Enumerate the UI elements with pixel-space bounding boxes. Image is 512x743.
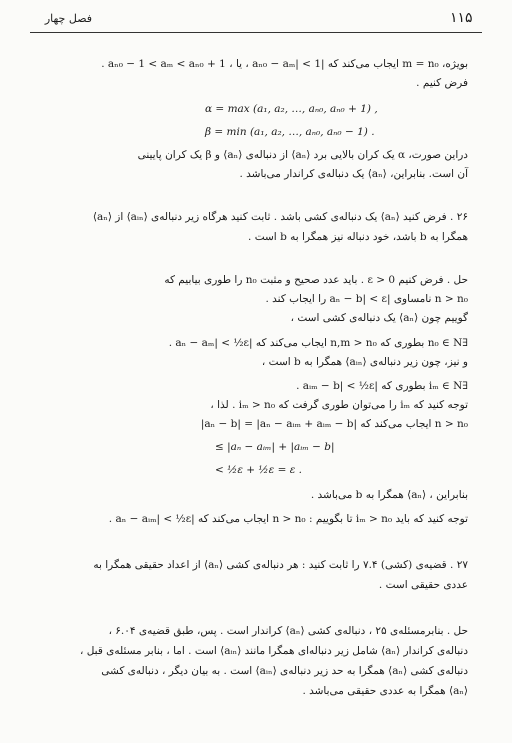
text-line-l19: بنابراین ، ⟨aₙ⟩ همگرا به b می‌باشد . xyxy=(310,489,468,501)
text-line-l23: حل . بنابرمسئله‌ی ۲۵ ، دنباله‌ی کشی ⟨aₙ⟩ کراندار است . پس، طبق قضیه‌ی ۶.۰۴ ، xyxy=(108,625,468,637)
text-line-l10: n > n₀ نامساوی |aₙ − b| < ε را ایجاب کند . xyxy=(265,293,468,305)
text-line-l8: همگرا به b باشد، خود دنباله نیز همگرا به b است . xyxy=(248,231,468,243)
header-rule xyxy=(30,32,482,33)
text-line-l11: گوییم چون ⟨aₙ⟩ یک دنباله‌ی کشی است ، xyxy=(290,312,468,324)
text-line-l1: بویژه، m = n₀ ایجاب می‌کند که |aₙ₀ − aₘ| < 1 ، یا ، aₙ₀ − 1 < aₘ < aₙ₀ + 1 . xyxy=(101,58,468,70)
text-line-l17: ≤ |aₙ − aᵢₘ| + |aᵢₘ − b| xyxy=(215,441,335,453)
text-line-l4: β = min (a₁, a₂, …, aₙ₀, aₙ₀ − 1) . xyxy=(205,126,375,138)
text-line-l20: توجه کنید که باید iₘ > n₀ تا بگوییم : n > n₀ ایجاب می‌کند که |aₙ − aᵢₘ| < ½ε . xyxy=(108,513,468,525)
chapter-title: فصل چهار xyxy=(44,12,92,25)
text-line-l12: ∃n₀ ∈ N بطوری که n,m > n₀ ایجاب می‌کند که |aₙ − aₘ| < ½ε . xyxy=(168,337,468,349)
text-line-l16: n > n₀ ایجاب می‌کند که |aₙ − b| = |aₙ − aᵢₘ + aᵢₘ − b| xyxy=(200,418,468,430)
text-line-l3: α = max (a₁, a₂, …, aₙ₀, aₙ₀ + 1) , xyxy=(205,103,378,115)
text-line-l14: ∃iₘ ∈ N بطوری که |aᵢₘ − b| < ½ε . xyxy=(296,380,468,392)
text-line-l18: < ½ε + ½ε = ε . xyxy=(215,464,303,476)
text-line-l24: دنباله‌ی کراندار ⟨aₙ⟩ شامل زیر دنباله‌ای همگرا مانند ⟨aᵢₙ⟩ است . اما ، بنابر مسئله‌ی قبل ، xyxy=(79,645,468,657)
text-line-l15: توجه کنید که iₘ را می‌توان طوری گرفت که iₘ > n₀ . لذا ، xyxy=(210,399,468,411)
text-line-l26: ⟨aₙ⟩ همگرا به عددی حقیقی می‌باشد . xyxy=(302,685,468,697)
text-line-l2: فرض کنیم . xyxy=(416,77,468,89)
text-line-l7: ۲۶ . فرض کنید ⟨aₙ⟩ یک دنباله‌ی کشی باشد . ثابت کنید هرگاه زیر دنباله‌ی ⟨aᵢₙ⟩ از ⟨aₙ⟩ xyxy=(92,211,468,223)
text-line-l9: حل . فرض کنیم ε > 0 . باید عدد صحیح و مثبت n₀ را طوری بیابیم که xyxy=(164,274,468,286)
page-number: ۱۱۵ xyxy=(450,10,473,26)
text-line-l21: ۲۷ . قضیه‌ی (کشی) ۷.۴ را ثابت کنید : هر دنباله‌ی کشی ⟨aₙ⟩ از اعداد حقیقی همگرا به xyxy=(93,559,468,571)
text-line-l13: و نیز، چون زیر دنباله‌ی ⟨aᵢₙ⟩ همگرا به b است ، xyxy=(261,356,468,368)
text-line-l6: آن است. بنابراین، ⟨aₙ⟩ یک دنباله‌ی کراندار می‌باشد . xyxy=(239,168,468,180)
text-line-l25: دنباله‌ی کشی ⟨aₙ⟩ همگرا به حد زیر دنباله‌ی ⟨aᵢₙ⟩ است . به بیان دیگر ، دنباله‌ی کشی xyxy=(101,665,468,677)
text-line-l5: دراین صورت، α یک کران بالایی برد ⟨aₙ⟩ از دنباله‌ی ⟨aₙ⟩ و β یک کران پایینی xyxy=(137,149,468,161)
text-line-l22: عددی حقیقی است . xyxy=(378,579,468,591)
